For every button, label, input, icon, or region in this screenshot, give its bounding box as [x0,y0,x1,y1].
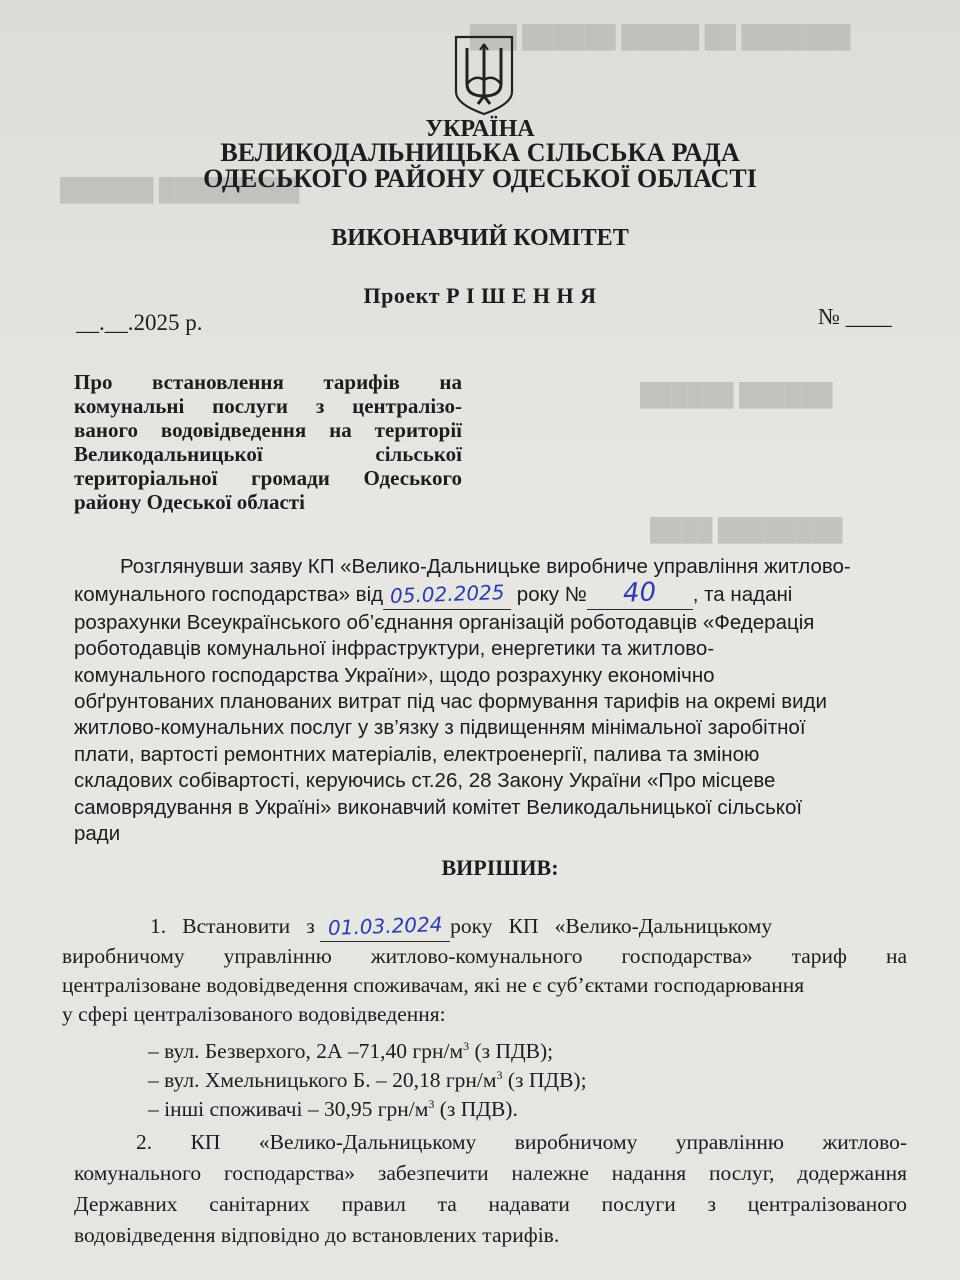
decision-prefix: Проект [363,283,441,308]
tariff-text: – вул. Хмельницького Б. – 20,18 грн/м [148,1068,497,1092]
subject-line: територіальної громади Одеського [74,466,462,490]
decision-title [0,283,960,309]
trident-emblem-icon [453,34,515,116]
bleed-through-text: ███████ ██ █████ ██████ ███ [470,24,851,49]
preamble-line [74,577,910,609]
application-number-field [587,577,693,609]
item-2-line: водовідведення відповідно до встановлених тарифів. [74,1223,560,1247]
subject-line: ваного водовідведення на території [74,418,462,442]
tariff-vat: (з ПДВ). [434,1097,518,1121]
item-text: року КП «Велико-Дальницькому [450,914,773,938]
district-heading: ОДЕСЬКОГО РАЙОНУ ОДЕСЬКОЇ ОБЛАСТІ [203,164,757,193]
preamble-text: комунального господарства» від [74,583,384,607]
subject-line: Великодальницької сільської [74,442,462,466]
resolved-heading: ВИРІШИВ: [441,855,559,880]
bleed-through-text: █████████ ██████ [60,177,300,202]
tariff-text: – вул. Безверхого, 2А –71,40 грн/м [148,1039,464,1063]
application-date-field [383,581,511,609]
item-2-line: комунального господарства» забезпечити належне надання послуг, додержання [74,1161,907,1185]
item-text: 1. Встановити з [150,914,315,938]
preamble-paragraph [74,554,910,847]
preamble-line: складових собівартості, керуючись ст.26, 28 Закону України «Про місцеве [74,769,776,793]
decision-date: __.__.2025 р. [76,310,203,335]
bleed-through-text: ████████ ████ [650,517,843,542]
preamble-text: , та надані [692,583,793,607]
decision-subject [74,370,462,514]
tariff-vat: (з ПДВ); [502,1068,587,1092]
item-1-line: у сфері централізованого водовідведення: [62,1002,446,1026]
number-blank: ____ [845,304,892,329]
tariff-unit-exponent: 3 [463,1038,470,1053]
preamble-line: ради [74,822,121,846]
preamble-line: обґрунтованих планованих витрат під час формування тарифів на окремі види [74,690,827,714]
tariff-item [148,1037,587,1066]
preamble-line: житлово-комунальних послуг у зв’язку з підвищенням мінімальної заробітної [74,716,806,740]
item-2 [74,1127,907,1251]
item-1-line: централізоване водовідведення споживачам, які не є суб’єктами господарювання [62,973,805,997]
tariff-item [148,1095,587,1124]
effective-date-field [320,912,450,942]
handwritten-number: 40 [622,577,657,609]
number-label: № [818,304,840,329]
item-2-line: 2. КП «Велико-Дальницькому виробничому управлінню житлово- [136,1130,907,1154]
committee-heading: ВИКОНАВЧИЙ КОМІТЕТ [331,225,629,251]
handwritten-effective-date: 01.03.2024 [327,912,443,940]
item-1-line [62,912,907,942]
preamble-line: комунального господарства України», щодо розрахунку економічно [74,663,715,687]
subject-line: Про встановлення тарифів на [74,370,462,394]
tariff-vat: (з ПДВ); [469,1039,554,1063]
preamble-line: роботодавців комунальної інфраструктури, енергетики та житлово- [74,637,715,661]
handwritten-date: 05.02.2025 [389,580,505,609]
subject-line: району Одеської області [74,490,305,514]
preamble-line: Розглянувши заяву КП «Велико-Дальницьке виробниче управління житлово- [120,555,851,578]
tariff-unit-exponent: 3 [496,1067,503,1082]
tariff-text: – інші споживачі – 30,95 грн/м [148,1097,429,1121]
council-heading: ВЕЛИКОДАЛЬНИЦЬКА СІЛЬСЬКА РАДА [220,138,740,167]
bleed-through-text: ██████ ██████ [640,382,833,407]
decision-number [818,304,892,330]
item-1 [62,912,907,1029]
subject-line: комунальні послуги з централізо- [74,394,462,418]
preamble-text: року № [516,583,587,607]
preamble-line: плати, вартості ремонтних матеріалів, електроенергії, палива та зміною [74,742,760,766]
tariff-unit-exponent: 3 [428,1096,435,1111]
tariff-item [148,1066,587,1095]
preamble-line: самоврядування в Україні» виконавчий комітет Великодальницької сільської [74,795,803,819]
country-heading: УКРАЇНА [425,116,535,142]
item-1-line: виробничому управлінню житлово-комунального господарства» тариф на [62,944,907,968]
item-2-line: Державних санітарних правил та надавати послуги з централізованого [74,1192,907,1216]
decision-word: Р І Ш Е Н Н Я [446,283,597,308]
tariff-list [148,1037,587,1124]
preamble-line: розрахунки Всеукраїнського об’єднання організацій роботодавців «Федерація [74,610,815,634]
